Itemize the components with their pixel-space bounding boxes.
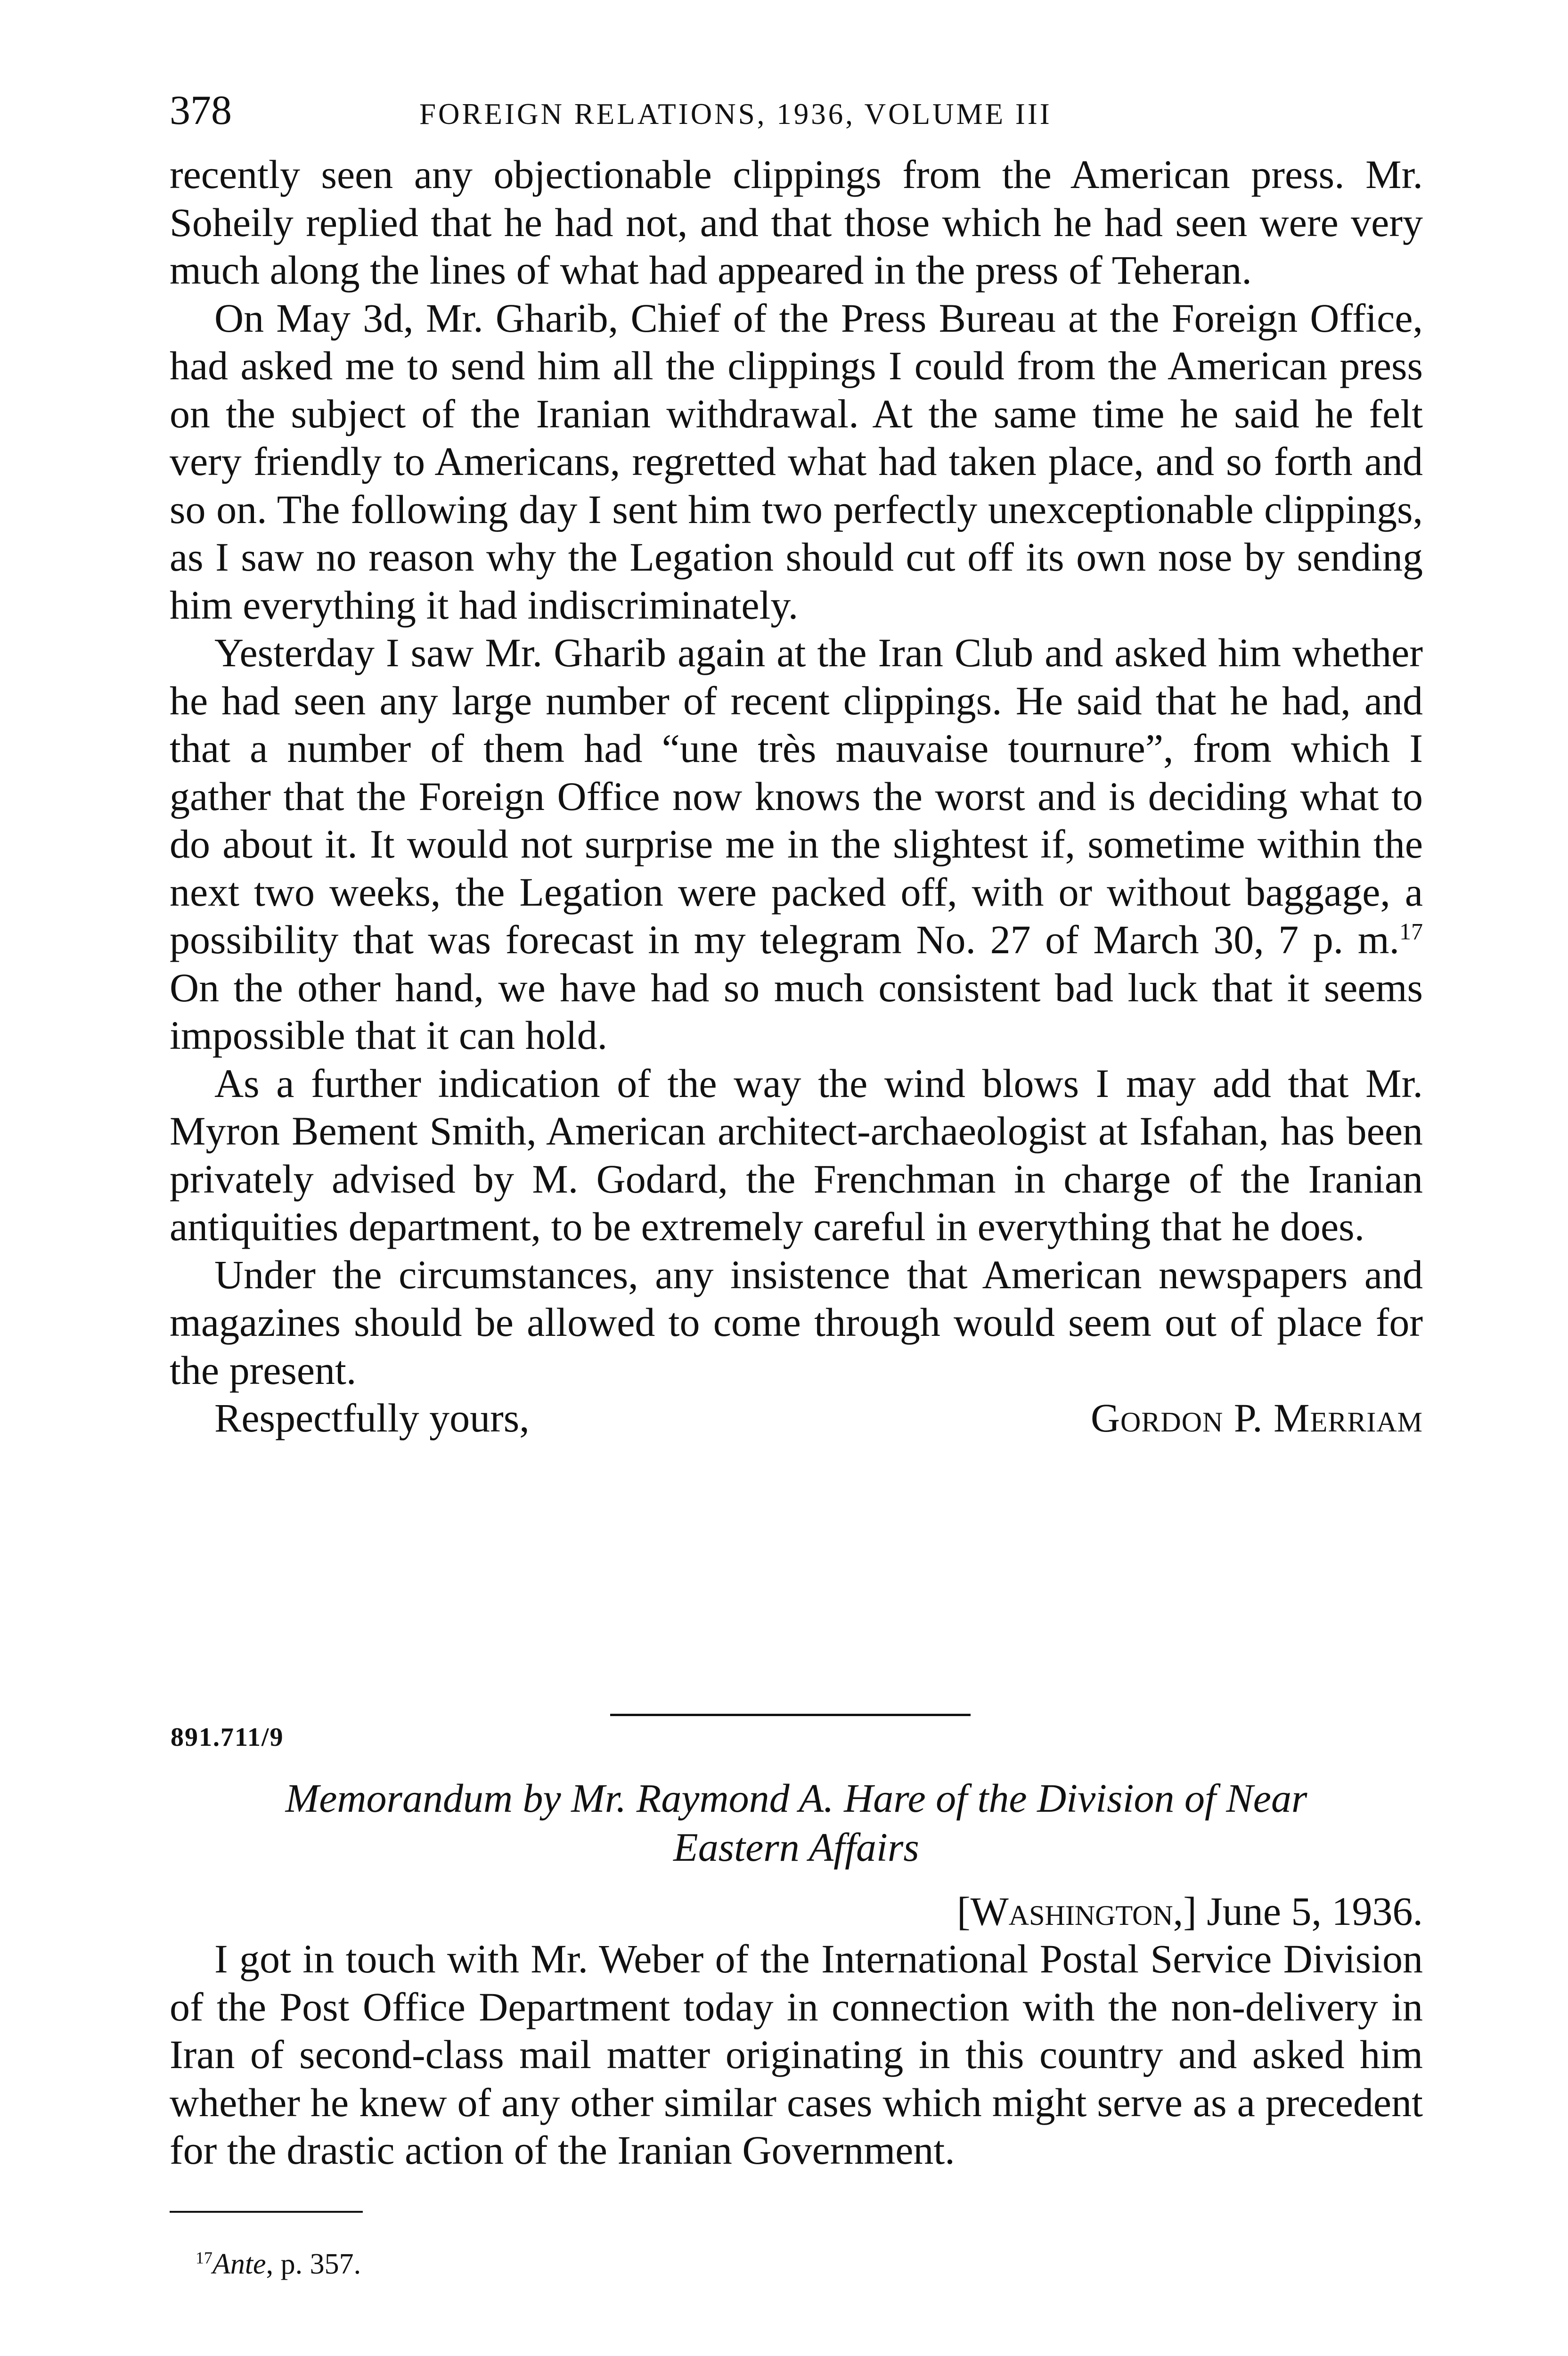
running-head-title: FOREIGN RELATIONS, 1936, VOLUME III: [419, 98, 1052, 131]
signature-line: [170, 1394, 1423, 1442]
dateline-date: June 5, 1936.: [1207, 1889, 1423, 1934]
footnote: [196, 2245, 361, 2283]
footnote-reference-text: , p. 357.: [266, 2248, 361, 2280]
footnote-ante: Ante: [212, 2248, 266, 2280]
memorandum-body: [170, 1935, 1423, 2175]
letter-paragraph: As a further indication of the way the wind blows I may add that Mr. Myron Bement Smith, American architect-archaeologist at Isfahan, has been privately advised by M. Godard, the Frenchman in charge of the Iranian antiquities department, to be extremely careful in everything that he does.: [170, 1060, 1423, 1249]
letter-paragraph: On May 3d, Mr. Gharib, Chief of the Press Bureau at the Foreign Office, had asked me to send him all the clippings I could from the American press on the subject of the Iranian withdrawal. At the same time he said he felt very friendly to Americans, regretted what had taken place, and so forth and so on. The following day I sent him two perfectly unexceptionable clippings, as I saw no reason why the Legation should cut off its own nose by sending him everything it had indiscriminately.: [170, 295, 1423, 628]
closing: Respectfully yours,: [214, 1395, 530, 1440]
signature: Gordon P. Merriam: [1090, 1395, 1423, 1440]
running-head: [170, 85, 1423, 146]
footnote-rule: [170, 2211, 363, 2213]
file-number: 891.711/9: [171, 1723, 284, 1752]
letter-paragraph: [170, 629, 1423, 1060]
paragraph-text: Yesterday I saw Mr. Gharib again at the Iran Club and asked him whether he had seen any large number of recent clippings. He said that he had, and that a number of them had “une très mauvaise tournure”, from which I gather that the Foreign Office now knows the worst and is deciding what to do about it. It would not surprise me in the slightest if, sometime within the next two weeks, the Legation were packed off, with or without baggage, a possibility that was forecast in my telegram No. 27 of March 30, 7 p. m.: [170, 630, 1423, 962]
footnote-reference: 17: [1399, 918, 1423, 945]
section-divider: [610, 1714, 971, 1716]
memorandum-title-line: Eastern Affairs: [673, 1824, 919, 1870]
letter-paragraph: Under the circumstances, any insistence that American newspapers and magazines should be allowed to come through would seem out of place for the present.: [170, 1252, 1423, 1393]
footnote-number: 17: [196, 2248, 212, 2267]
paragraph-text: On the other hand, we have had so much consistent bad luck that it seems impossible that it can hold.: [170, 965, 1423, 1058]
letter-paragraph: recently seen any objectionable clippings from the American press. Mr. Soheily replied that he had not, and that those which he had seen were very much along the lines of what had appeared in the press of Teheran.: [170, 152, 1423, 293]
memorandum-paragraph: I got in touch with Mr. Weber of the International Postal Service Division of the Post Office Department today in connection with the non-delivery in Iran of second-class mail matter originating in this country and asked him whether he knew of any other similar cases which might serve as a precedent for the drastic action of the Iranian Government.: [170, 1936, 1423, 2173]
page-number: 378: [170, 88, 232, 133]
dateline-place: [Washington,]: [957, 1889, 1197, 1934]
dateline: [170, 1887, 1423, 1935]
letter-body: [170, 151, 1423, 1442]
memorandum-title-line: Memorandum by Mr. Raymond A. Hare of the Division of Near: [285, 1775, 1307, 1821]
memorandum-title: [170, 1774, 1423, 1872]
